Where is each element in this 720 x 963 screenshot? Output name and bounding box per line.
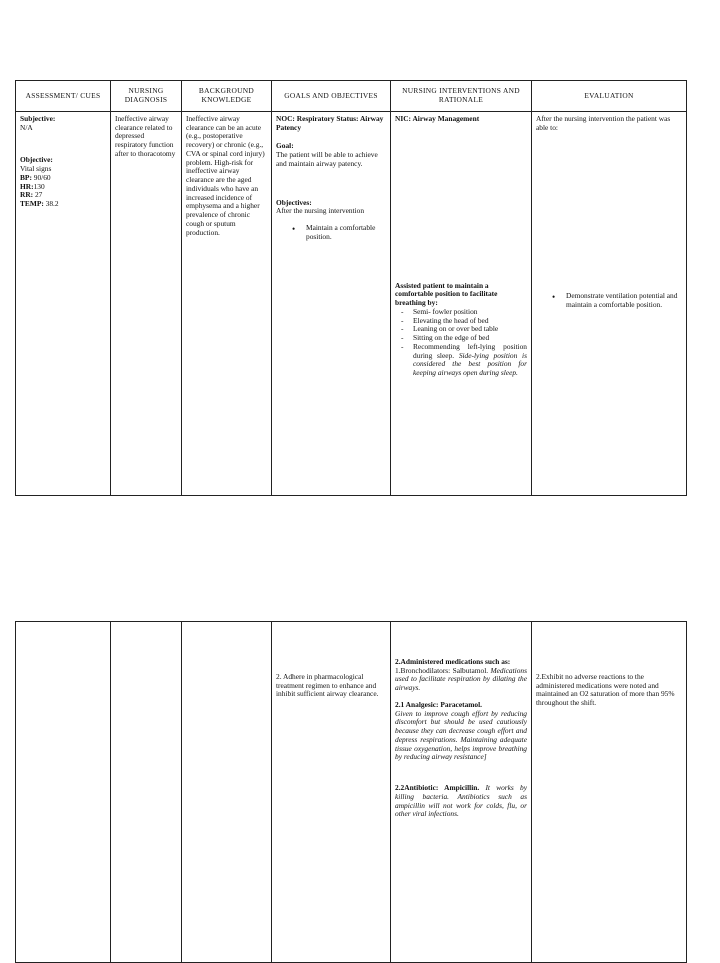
assist-heading: Assisted patient to maintain a comfortable position to facilitate breathing by: <box>395 280 498 308</box>
bp-line: BP: 90/60 <box>20 172 51 182</box>
background-cell <box>182 112 272 496</box>
vital-signs-label: Vital signs <box>20 164 52 174</box>
header-evaluation: EVALUATION <box>532 81 687 112</box>
list-item: - Elevating the head of bed <box>413 317 527 326</box>
header-interventions: NURSING INTERVENTIONS AND RATIONALE <box>391 81 532 112</box>
interventions-cell-2 <box>391 622 532 963</box>
subjective-value: N/A <box>20 122 33 132</box>
evaluation-cell <box>532 112 687 496</box>
goals-cell <box>272 112 391 496</box>
analgesic-line: 2.1 Analgesic: Paracetamol. <box>395 699 483 709</box>
header-diagnosis: NURSING DIAGNOSIS <box>111 81 182 112</box>
analgesic-rationale: Given to improve cough effort by reducing discomfort but should be used cautiously because they can decrease cough effort and depress respirations. Maintaining adequate tissue oxygenation, helps improve breathing by reducing airway resistance] <box>395 708 527 762</box>
goal-2-text: 2. Adhere in pharmacological treatment regimen to enhance and inhibit sufficient airway clearance. <box>276 672 379 699</box>
objectives-text: After the nursing intervention <box>276 206 365 216</box>
body-row-2 <box>16 622 687 963</box>
list-item: - Recommending left-lying position during sleep. Side-lying position is considered the best position for keeping airways open during sleep. <box>413 343 527 378</box>
noc-label: NOC: Respiratory Status: Airway Patency <box>276 114 384 132</box>
position-list <box>395 308 527 378</box>
background-cell-2 <box>182 622 272 963</box>
goal-label: Goal: <box>276 141 294 151</box>
interventions-cell <box>391 112 532 496</box>
care-plan-table-page1 <box>15 80 687 496</box>
antibiotic-line: 2.2Antibiotic: Ampicillin. It works by killing bacteria. Antibiotics such as ampicillin will not work for colds, flu, or other viral infections. <box>395 783 527 819</box>
header-goals: GOALS AND OBJECTIVES <box>272 81 391 112</box>
care-plan-table-page2 <box>15 621 687 963</box>
rr-line: RR: 27 <box>20 190 43 200</box>
body-row <box>16 112 687 496</box>
evaluation-2-text: 2.Exhibit no adverse reactions to the administered medications were noted and maintained an O2 saturation of more than 95% throughout the shift. <box>536 672 675 708</box>
diagnosis-cell-2 <box>111 622 182 963</box>
list-item: - Semi- fowler position <box>413 308 527 317</box>
list-item: - Leaning on or over bed table <box>413 325 527 334</box>
objective-label: Objective: <box>20 155 53 165</box>
evaluation-cell-2 <box>532 622 687 963</box>
header-row <box>16 81 687 112</box>
diagnosis-cell <box>111 112 182 496</box>
assessment-cell <box>16 112 111 496</box>
goal-text: The patient will be able to achieve and maintain airway patency. <box>276 150 378 168</box>
nic-label: NIC: Airway Management <box>395 114 480 123</box>
header-background: BACKGROUND KNOWLEDGE <box>182 81 272 112</box>
header-assessment: ASSESSMENT/ CUES <box>16 81 111 112</box>
hr-line: HR:130 <box>20 181 45 191</box>
evaluation-item: • Demonstrate ventilation potential and maintain a comfortable position. <box>566 292 682 309</box>
medication-heading: 2.Administered medications such as: <box>395 657 511 666</box>
evaluation-intro: After the nursing intervention the patient was able to: <box>536 114 671 132</box>
background-text: Ineffective airway clearance can be an acute (e.g., postoperative recovery) or chronic (e.g., CVA or spinal cord injury) problem. High-risk for ineffective airway clearance are the aged individuals who have an increased incidence of emphysema and a higher prevalence of chronic cough or sputum production. <box>186 114 265 237</box>
objective-item: • Maintain a comfortable position. <box>306 224 386 241</box>
objectives-label: Objectives: <box>276 197 312 207</box>
list-item: - Sitting on the edge of bed <box>413 334 527 343</box>
temp-line: TEMP: 38.2 <box>20 199 59 209</box>
subjective-label: Subjective: <box>20 114 56 123</box>
diagnosis-text: Ineffective airway clearance related to depressed respiratory function after to thoracotomy <box>115 114 176 158</box>
goals-cell-2 <box>272 622 391 963</box>
bronchodilator-line: 1.Bronchodilators: Salbutamol. Medications used to facilitate respiration by dilating the airways. <box>395 665 527 693</box>
assessment-cell-2 <box>16 622 111 963</box>
